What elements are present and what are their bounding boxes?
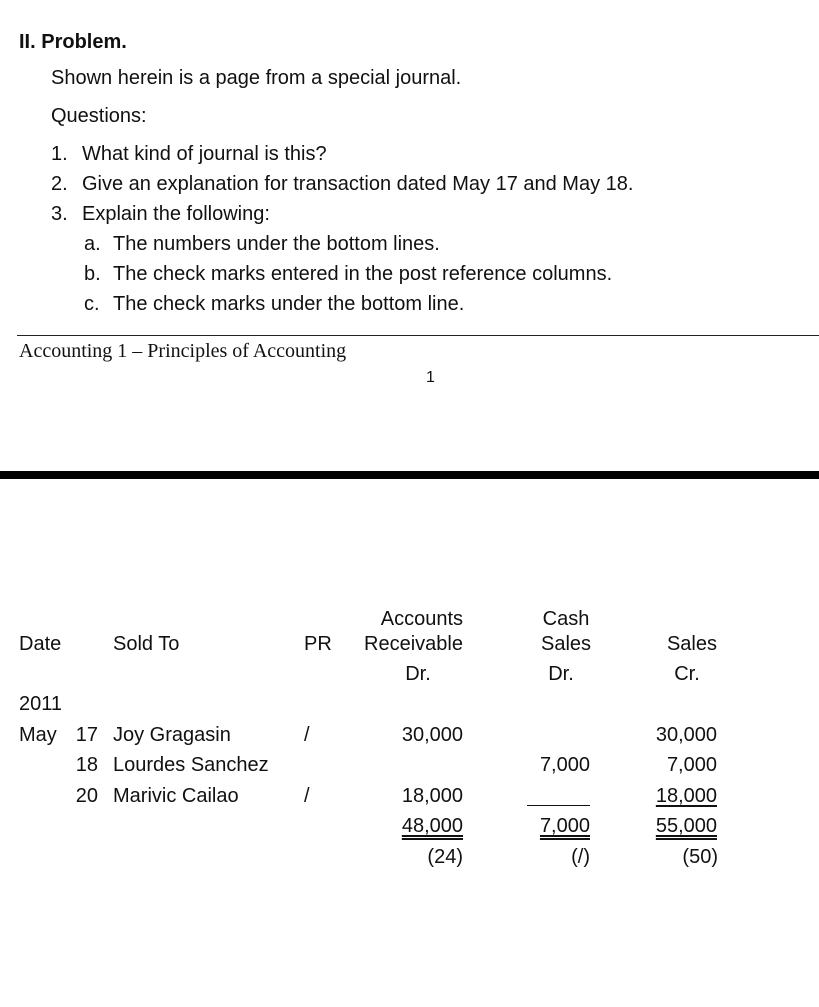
question-text-3: Explain the following: <box>82 203 270 225</box>
sub-question-text-a: The numbers under the bottom lines. <box>113 233 440 255</box>
header-ar-line2: Receivable <box>364 633 463 655</box>
row-sold-to: Lourdes Sanchez <box>113 754 269 776</box>
question-text-2: Give an explanation for transaction dated May 17 and May 18. <box>82 173 634 195</box>
total-cash-value: 7,000 <box>539 815 590 837</box>
header-ar-line3: Dr. <box>405 663 431 685</box>
journal-month: May <box>19 724 57 746</box>
total-ar-value: 48,000 <box>401 815 463 837</box>
questions-label: Questions: <box>51 105 147 127</box>
row-sales-amount-underlined: 18,000 <box>655 785 717 807</box>
question-text-1: What kind of journal is this? <box>82 143 327 165</box>
header-date: Date <box>19 633 62 655</box>
total-sales-value: 55,000 <box>655 815 717 837</box>
total-cash <box>490 814 590 838</box>
posting-ref-ar: (24) <box>427 846 463 868</box>
header-sold-to: Sold To <box>113 633 180 655</box>
sub-question-letter-c: c. <box>84 293 100 315</box>
question-number-1: 1. <box>51 143 68 165</box>
row-ar-amount: 18,000 <box>401 785 463 807</box>
footer-course: Accounting 1 – Principles of Accounting <box>19 340 347 362</box>
sub-question-letter-a: a. <box>84 233 101 255</box>
posting-ref-cash: (/) <box>571 846 590 868</box>
row-sales-amount: 7,000 <box>666 754 717 776</box>
problem-heading: II. Problem. <box>19 31 127 53</box>
sub-question-text-b: The check marks entered in the post reference columns. <box>113 263 613 285</box>
journal-year: 2011 <box>19 693 63 715</box>
question-number-2: 2. <box>51 173 68 195</box>
row-sold-to: Joy Gragasin <box>113 724 231 746</box>
sub-question-text-c: The check marks under the bottom line. <box>113 293 465 315</box>
header-cash-line1: Cash <box>542 608 590 630</box>
header-cash-line2: Sales <box>540 633 592 655</box>
header-cash-line3: Dr. <box>548 663 574 685</box>
row-sales-amount: 30,000 <box>655 724 717 746</box>
row-pr-check: / <box>304 724 310 746</box>
header-sales-line3: Cr. <box>674 663 700 685</box>
page-break-band <box>0 471 819 479</box>
posting-ref-sales: (50) <box>682 846 718 868</box>
problem-intro: Shown herein is a page from a special journal. <box>51 67 462 89</box>
cash-column-rule <box>527 805 590 806</box>
header-pr: PR <box>304 633 332 655</box>
header-sales-line2: Sales <box>666 633 717 655</box>
header-ar-line1: Accounts <box>380 608 463 630</box>
total-sales <box>617 814 717 838</box>
row-day: 18 <box>75 754 98 776</box>
question-number-3: 3. <box>51 203 68 225</box>
row-day: 17 <box>75 724 98 746</box>
sub-question-letter-b: b. <box>84 263 101 285</box>
page-number: 1 <box>426 369 435 386</box>
row-sales-amount <box>617 784 717 808</box>
row-ar-amount: 30,000 <box>401 724 463 746</box>
row-cash-amount: 7,000 <box>539 754 590 776</box>
row-sold-to: Marivic Cailao <box>113 785 239 807</box>
total-ar <box>343 814 463 838</box>
row-pr-check: / <box>304 785 310 807</box>
row-day: 20 <box>75 785 98 807</box>
footer-rule <box>17 335 819 336</box>
